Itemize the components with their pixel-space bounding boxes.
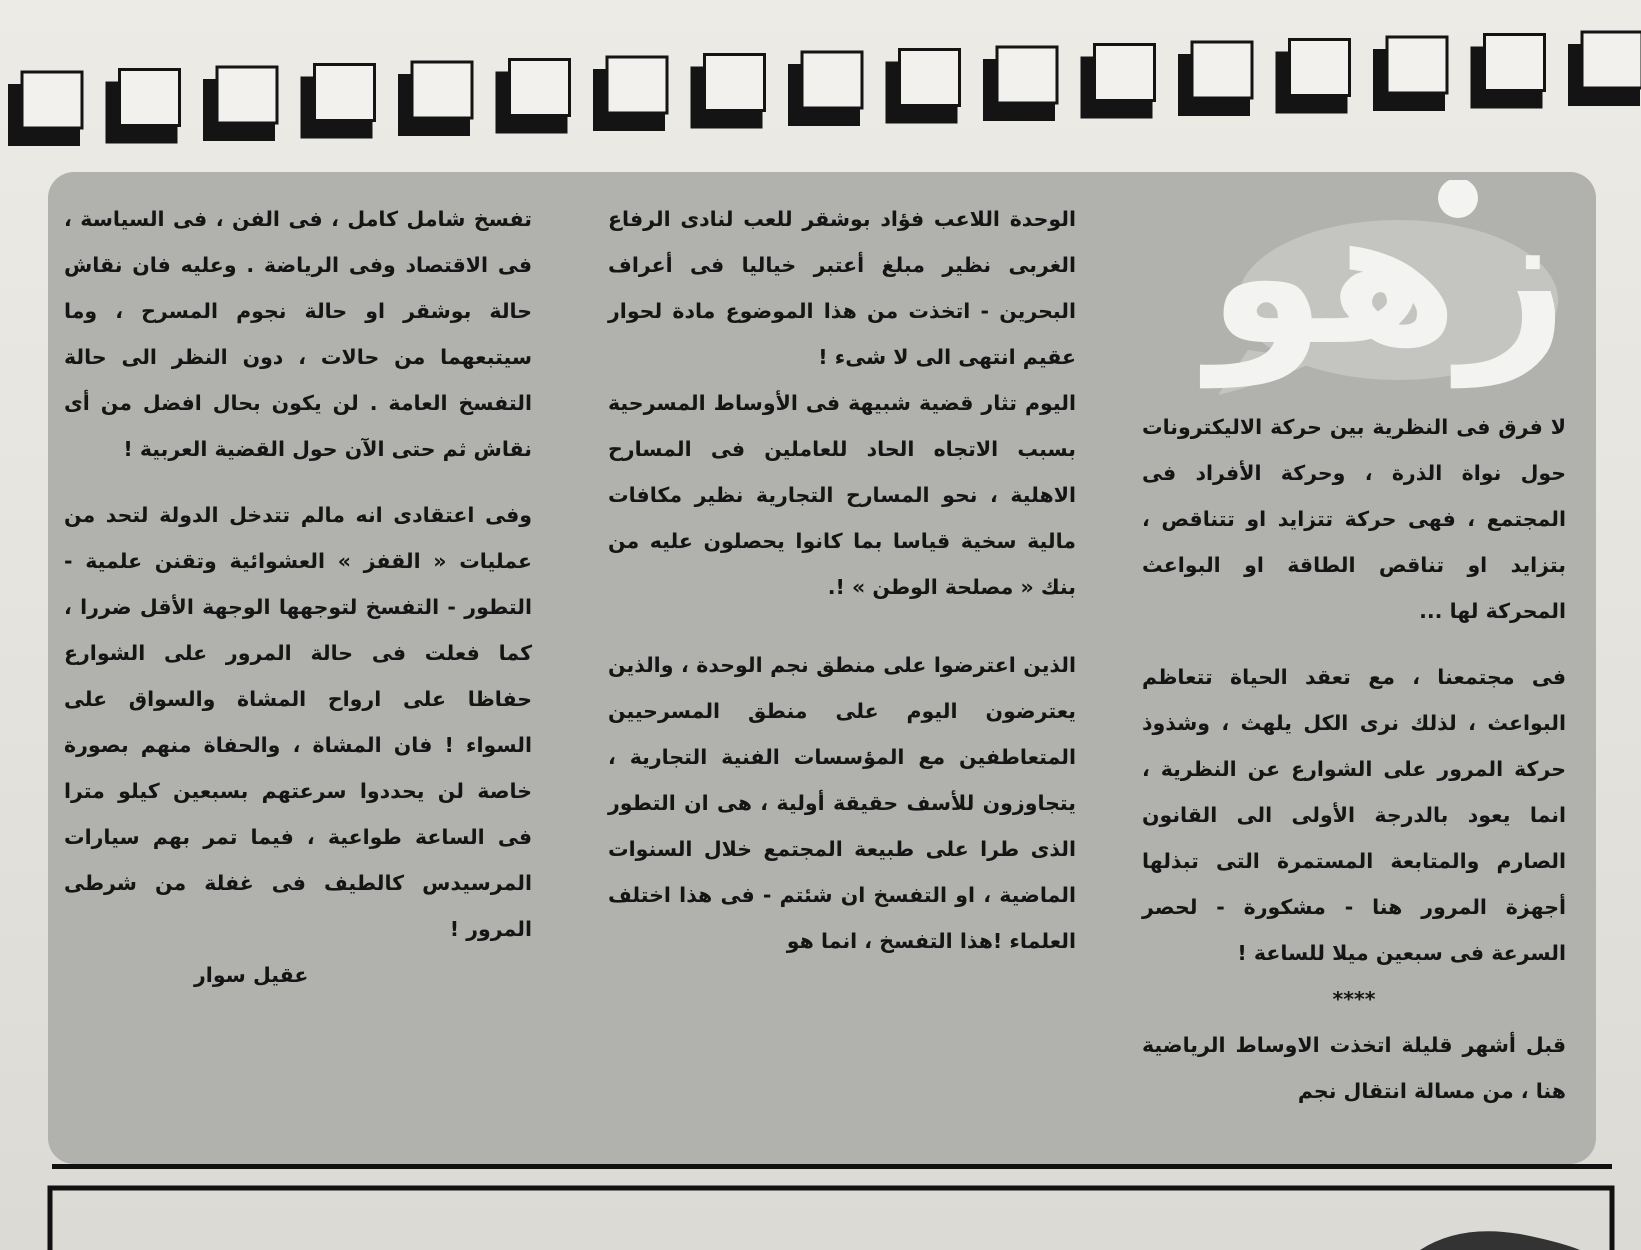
column-right [1142, 404, 1566, 1114]
paragraph: وفى اعتقادى انه مالم تتدخل الدولة لتحد من عمليات « القفز » العشوائية وتقنن علمية - التطور - التفسخ لتوجهها الوجهة الأقل ضررا ، كما فعلت فى حالة المرور على الشوارع حفاظا على ارواح المشاة والسواق على السواء ! فان المشاة ، والحفاة منهم بصورة خاصة لن يحددوا سرعتهم بسبعين كيلو مترا فى الساعة طواعية ، فيما تمر بهم سيارات المرسيدس كالطيف فى غفلة من شرطى المرور ! [64, 503, 532, 941]
bottom-border [0, 1164, 1641, 1250]
border-square [1290, 40, 1350, 96]
decorative-square-border [0, 0, 1641, 150]
paragraph: اليوم تثار قضية شبيهة فى الأوساط المسرحية بسبب الاتجاه الحاد للعاملين فى المسارح الاهلية ، نحو المسارح التجارية نظير مكافات مالية سخية قياسا بما كانوا يحصلون عليه من بنك « مصلحة الوطن » !. [608, 391, 1076, 599]
author-signature: عقيل سوار [194, 963, 309, 987]
border-square [1192, 42, 1252, 98]
border-square [217, 67, 277, 123]
border-square [315, 65, 375, 121]
border-square [802, 52, 862, 108]
column-middle [608, 196, 1076, 964]
border-square [120, 70, 180, 126]
border-square [1582, 32, 1641, 88]
border-square [705, 55, 765, 111]
paragraph: تفسخ شامل كامل ، فى الفن ، فى السياسة ، فى الاقتصاد وفى الرياضة . وعليه فان نقاش حالة بوشقر او حالة نجوم المسرح ، وما سيتبعهما من حالات ، دون النظر الى حالة التفسخ العامة . لن يكون بحال افضل من أى نقاش ثم حتى الآن حول القضية العربية ! [64, 207, 532, 461]
border-square [1485, 35, 1545, 91]
section-separator: **** [1332, 987, 1376, 1011]
border-square [997, 47, 1057, 103]
paragraph: الذين اعترضوا على منطق نجم الوحدة ، والذين يعترضون اليوم على منطق المسرحيين المتعاطفين مع المؤسسات الفنية التجارية ، يتجاوزون للأسف حقيقة أولية ، هى ان التطور الذى طرا على طبيعة المجتمع خلال السنوات الماضية ، او التفسخ ان شئتم - فى هذا اختلف العلماء !هذا التفسخ ، انما هو [608, 653, 1076, 953]
border-square [607, 57, 667, 113]
paragraph: قبل أشهر قليلة اتخذت الاوساط الرياضية هنا ، من مسالة انتقال نجم [1142, 1033, 1566, 1103]
border-square [412, 62, 472, 118]
border-square [1095, 45, 1155, 101]
paragraph: لا فرق فى النظرية بين حركة الاليكترونات حول نواة الذرة ، وحركة الأفراد فى المجتمع ، فهى حركة تتزايد او تتناقص ، بتزايد او تناقص الطاقة او البواعث المحركة لها ... [1142, 415, 1566, 623]
article-panel [48, 172, 1596, 1164]
border-square [1387, 37, 1447, 93]
border-square [510, 60, 570, 116]
column-left [64, 196, 532, 998]
paragraph: فى مجتمعنا ، مع تعقد الحياة تتعاظم البواعث ، لذلك نرى الكل يلهث ، وشذوذ حركة المرور على الشوارع عن النظرية ، انما يعود بالدرجة الأولى الى القانون الصارم والمتابعة المستمرة التى تبذلها أجهزة المرور هنا - مشكورة - لحصر السرعة فى سبعين ميلا للساعة ! [1142, 665, 1566, 965]
border-square [900, 50, 960, 106]
logo-text: زهو [1207, 172, 1568, 387]
paragraph: الوحدة اللاعب فؤاد بوشقر للعب لنادى الرفاع الغربى نظير مبلغ أعتبر خياليا فى أعراف البحرين - اتخذت من هذا الموضوع مادة لحوار عقيم انتهى الى لا شىء ! [608, 207, 1076, 369]
border-square [22, 72, 82, 128]
